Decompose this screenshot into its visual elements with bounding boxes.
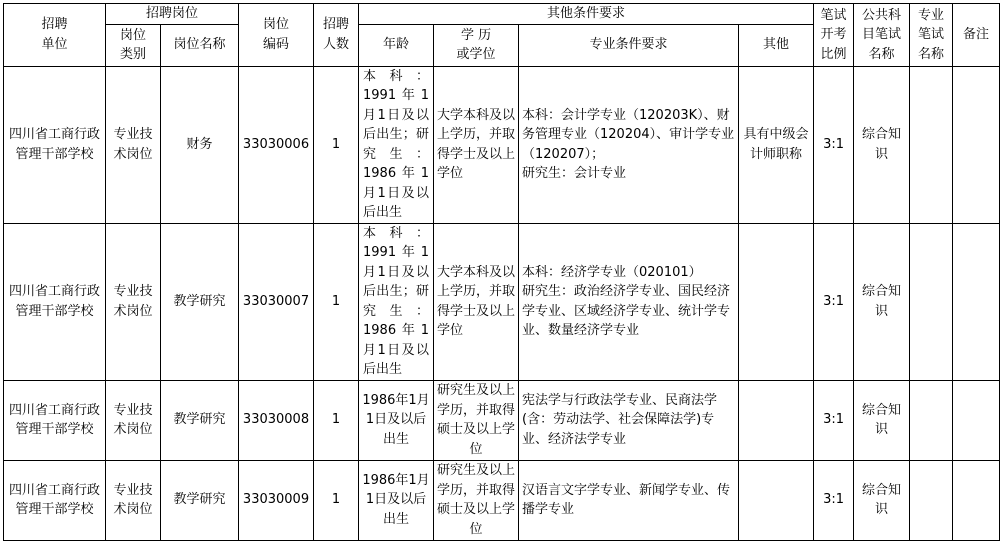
cell-ratio: 3:1: [814, 460, 854, 540]
cell-other: [739, 380, 814, 460]
cell-count: 1: [314, 223, 359, 380]
header-age: 年龄: [359, 24, 434, 66]
header-count: 招聘 人数: [314, 4, 359, 67]
cell-education: 研究生及以上学历，并取得硕士及以上学位: [434, 380, 519, 460]
cell-unit: 四川省工商行政管理干部学校: [4, 66, 106, 223]
cell-remarks: [953, 380, 1000, 460]
cell-name: 财务: [161, 66, 239, 223]
table-row: [4, 460, 1000, 540]
cell-age: 1986年1月1日及以后出生: [359, 380, 434, 460]
header-unit: 招聘 单位: [4, 4, 106, 67]
cell-education: 大学本科及以上学历，并取得学士及以上学位: [434, 223, 519, 380]
cell-education: 研究生及以上学历，并取得硕士及以上学位: [434, 460, 519, 540]
cell-type: 专业技术岗位: [106, 223, 161, 380]
table-row: [4, 66, 1000, 223]
cell-major-exam: [910, 223, 953, 380]
header-remarks: 备注: [953, 4, 1000, 67]
cell-type: 专业技术岗位: [106, 66, 161, 223]
cell-type: 专业技术岗位: [106, 380, 161, 460]
cell-unit: 四川省工商行政管理干部学校: [4, 223, 106, 380]
cell-unit: 四川省工商行政管理干部学校: [4, 380, 106, 460]
cell-name: 教学研究: [161, 460, 239, 540]
cell-name: 教学研究: [161, 380, 239, 460]
header-major: 专业条件要求: [519, 24, 739, 66]
cell-age: 本科：1991年1月1日及以后出生；研究生：1986年1月1日及以后出生: [359, 223, 434, 380]
cell-remarks: [953, 460, 1000, 540]
header-position-type: 岗位 类别: [106, 24, 161, 66]
cell-ratio: 3:1: [814, 223, 854, 380]
cell-age: 1986年1月1日及以后出生: [359, 460, 434, 540]
cell-major: 本科：经济学专业（020101） 研究生：政治经济学专业、国民经济学专业、区域经济学专业、统计学专业、数量经济学专业: [519, 223, 739, 380]
cell-other: [739, 223, 814, 380]
header-position-group: 招聘岗位: [106, 4, 239, 25]
table-row: [4, 223, 1000, 380]
cell-public-exam: 综合知识: [854, 223, 910, 380]
cell-public-exam: 综合知识: [854, 380, 910, 460]
cell-ratio: 3:1: [814, 380, 854, 460]
header-other-conditions: 其他条件要求: [359, 4, 814, 25]
cell-age: 本科：1991年1月1日及以后出生；研究生：1986年1月1日及以后出生: [359, 66, 434, 223]
header-position-name: 岗位名称: [161, 24, 239, 66]
cell-education: 大学本科及以上学历，并取得学士及以上学位: [434, 66, 519, 223]
cell-code: 33030008: [239, 380, 314, 460]
cell-major-exam: [910, 66, 953, 223]
cell-name: 教学研究: [161, 223, 239, 380]
cell-code: 33030006: [239, 66, 314, 223]
cell-major: 汉语言文字学专业、新闻学专业、传播学专业: [519, 460, 739, 540]
cell-major-exam: [910, 380, 953, 460]
cell-public-exam: 综合知识: [854, 460, 910, 540]
cell-major: 本科：会计学专业（120203K）、财务管理专业（120204）、审计学专业（120207）； 研究生：会计专业: [519, 66, 739, 223]
header-other: 其他: [739, 24, 814, 66]
header-position-code: 岗位 编码: [239, 4, 314, 67]
header-public-exam: 公共科 目笔试 名称: [854, 4, 910, 67]
cell-code: 33030007: [239, 223, 314, 380]
cell-ratio: 3:1: [814, 66, 854, 223]
header-row-1: [4, 4, 1000, 25]
cell-major: 宪法学与行政法学专业、民商法学(含：劳动法学、社会保障法学)专业、经济法学专业: [519, 380, 739, 460]
header-major-exam: 专业 笔试 名称: [910, 4, 953, 67]
header-exam-ratio: 笔试 开考 比例: [814, 4, 854, 67]
cell-major-exam: [910, 460, 953, 540]
cell-other: 具有中级会计师职称: [739, 66, 814, 223]
cell-unit: 四川省工商行政管理干部学校: [4, 460, 106, 540]
header-education: 学 历 或学位: [434, 24, 519, 66]
recruitment-table: [3, 3, 1000, 541]
cell-count: 1: [314, 460, 359, 540]
cell-count: 1: [314, 380, 359, 460]
cell-remarks: [953, 66, 1000, 223]
table-row: [4, 380, 1000, 460]
cell-count: 1: [314, 66, 359, 223]
cell-remarks: [953, 223, 1000, 380]
cell-public-exam: 综合知识: [854, 66, 910, 223]
cell-other: [739, 460, 814, 540]
cell-type: 专业技术岗位: [106, 460, 161, 540]
cell-code: 33030009: [239, 460, 314, 540]
